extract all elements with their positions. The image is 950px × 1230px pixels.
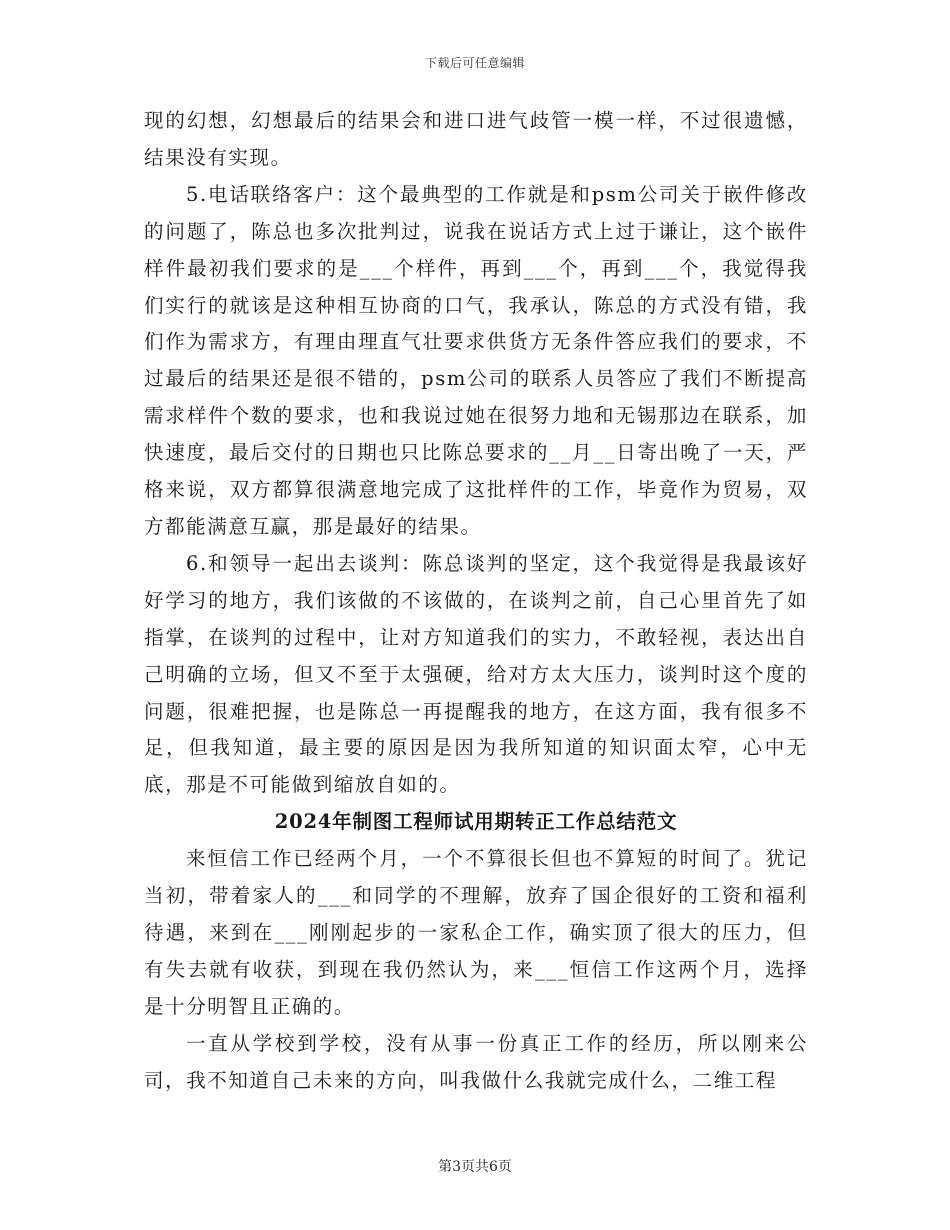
paragraph-item-5: 5.电话联络客户：这个最典型的工作就是和psm公司关于嵌件修改的问题了，陈总也多次批判过，说我在说话方式上过于谦让，这个嵌件样件最初我们要求的是___个样件，再到___个，再到___个，我觉得我们实行的就该是这种相互协商的口气，我承认，陈总的方式没有错，我们作为需求方，有理由理直气壮要求供货方无条件答应我们的要求，不过最后的结果还是很不错的，psm公司的联系人员答应了我们不断提高需求样件个数的要求，也和我说过她在很努力地和无锡那边在联系，加快速度，最后交付的日期也只比陈总要求的__月__日寄出晚了一天，严格来说，双方都算很满意地完成了这批样件的工作，毕竟作为贸易，双方都能满意互赢，那是最好的结果。 <box>144 182 808 538</box>
section-title: 2024年制图工程师试用期转正工作总结范文 <box>274 810 678 834</box>
document-body <box>144 103 808 1099</box>
paragraph-experience: 一直从学校到学校，没有从事一份真正工作的经历，所以刚来公司，我不知道自己未来的方向，叫我做什么我就完成什么，二维工程 <box>144 1031 808 1092</box>
paragraph-continuation: 现的幻想，幻想最后的结果会和进口进气歧管一模一样，不过很遗憾，结果没有实现。 <box>144 109 808 169</box>
page-footer: 第3页共6页 <box>438 1159 512 1175</box>
paragraph-intro: 来恒信工作已经两个月，一个不算很长但也不算短的时间了。犹记当初，带着家人的___和同学的不理解，放弃了国企很好的工资和福利待遇，来到在___刚刚起步的一家私企工作，确实顶了很大的压力，但有失去就有收获，到现在我仍然认为，来___恒信工作这两个月，选择是十分明智且正确的。 <box>144 847 808 1018</box>
page-header: 下载后可任意编辑 <box>424 56 525 70</box>
paragraph-item-6: 6.和领导一起出去谈判：陈总谈判的坚定，这个我觉得是我最该好好学习的地方，我们该做的不该做的，在谈判之前，自己心里首先了如指掌，在谈判的过程中，让对方知道我们的实力，不敢轻视，表达出自己明确的立场，但又不至于太强硬，给对方太大压力，谈判时这个度的问题，很难把握，也是陈总一再提醒我的地方，在这方面，我有很多不足，但我知道，最主要的原因是因为我所知道的知识面太窄，心中无底，那是不可能做到缩放自如的。 <box>144 551 808 797</box>
